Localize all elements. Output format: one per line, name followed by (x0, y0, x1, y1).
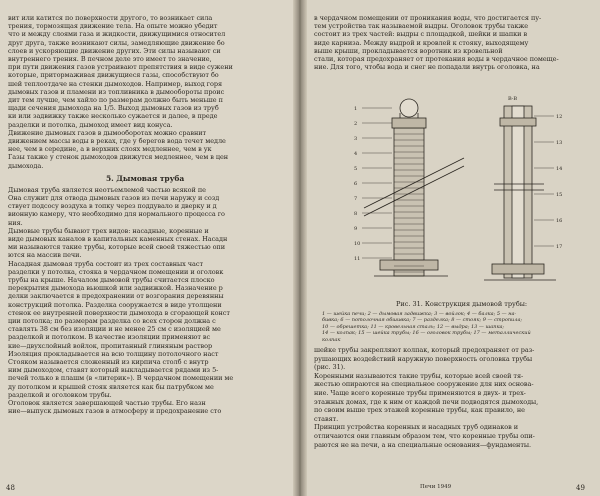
text-line: ствует подсосу воздуха в топку через поддувало и дверку и д (8, 202, 217, 211)
text-line: Насадная дымовая труба состоит из трех составных част (8, 259, 204, 268)
text-line: вит или катится по поверхности другого, то возникает сила (8, 14, 213, 22)
figure-legend-line: колпак (322, 336, 341, 343)
figure-label: 5 (354, 166, 358, 172)
figure-label: 10 (354, 241, 361, 247)
figure-label: 16 (556, 218, 563, 224)
text-line: Стояком называется сложенный из кирпича столб с внутр (8, 358, 209, 366)
text-line: при пути движения газов устраивают препятствия в виде сужени (8, 63, 233, 72)
book-gutter (293, 0, 307, 496)
text-line: ним дымоходом, ставят который выкладывается рядами из 5- (8, 366, 219, 375)
figure-label: 9 (354, 226, 358, 232)
figure-label: 12 (556, 114, 563, 120)
section-label: В-В (508, 96, 518, 102)
figure-label: 1 (354, 106, 358, 112)
figure-label: 17 (556, 244, 563, 250)
figure-label: 2 (354, 121, 358, 127)
text-line: Газы также у стенок дымоходов движутся медленнее, чем в цен (8, 153, 229, 162)
text-line: Принцип устройства коренных и насадных труб одинаков и (314, 423, 518, 432)
text-line: стали, которая предохраняет от протекания воды в чердачное помеще- (314, 55, 559, 63)
text-line: виде карниза. Между выдрой и кровлей к стояку, выходящему (314, 38, 529, 47)
figure-label: 4 (354, 151, 358, 157)
text-line: Коренными называются такие трубы, которые всей своей тя- (314, 371, 524, 380)
text-line: виде дымовых каналов в капитальных каменных стенах. Насадн (8, 235, 228, 243)
text-line: ставлять 38 см без изоляции и не менее 25 см с изоляцией ме (8, 325, 221, 334)
text-line: Дымовые трубы бывают трех видов: насадные, коренные и (8, 226, 209, 235)
chimney-construction-figure (344, 88, 584, 296)
text-line: ние—выпуск дымовых газов в атмосферу и предохранение сто (8, 407, 222, 416)
text-line: разделки у потолка, стояка в чердачном помещении и оголовк (8, 267, 224, 276)
text-line: ки или задвижку также несколько сужается и далее, в преде (8, 112, 218, 121)
page-number: 49 (576, 484, 585, 492)
figure-label: 13 (556, 140, 563, 146)
text-line: дымовых газов и пламени из топливника в дымообороты проис (8, 87, 225, 96)
text-line: движением массы воды в реках, где у берегов вода течет медле (8, 137, 226, 145)
text-line: тем устройства так называемой выдры. Оголовок трубы также (314, 22, 529, 31)
text-line: разделки и потолка, дымоход имеет вид конуса. (8, 120, 173, 129)
text-line: состоит из трех частей: выдры с площадкой, шейки и шапки в (314, 30, 528, 39)
figure-label: 11 (354, 256, 361, 262)
figure-label: 6 (354, 181, 358, 187)
text-line: отличаются они главным образом тем, что коренные трубы опи- (314, 432, 535, 440)
figure-label: 3 (354, 136, 358, 142)
text-line: кие—двухслойный войлок, пропитанный глиняным раствор (8, 341, 213, 350)
figure-label: 8 (354, 211, 358, 217)
figure-legend-line: 14 — колпак; 15 — шейка трубы; 16 — оголовок трубы; 17 — металлический (322, 330, 531, 337)
text-line: трубы на крыше. Началом дымовой трубы считается плоско (8, 276, 215, 284)
text-line: вионную камеру, что необходимо для нормального процесса го (8, 210, 225, 219)
text-line: стенок ее внутренней поверхности дымохода в сгорающей конст (8, 308, 230, 317)
figure-legend-line: 1 — шейка печи; 2 — дымовая задвижка; 3 — войлок; 4 — балка; 5 — на- (322, 311, 517, 317)
text-line: жестью опираются на специальное сооружение для них основа- (314, 380, 534, 389)
text-line: конструкций потолка. Разделка сооружается в виде утолщени (8, 300, 222, 309)
text-line: дымохода. (8, 161, 44, 170)
text-line: разделкой и потолком. В качестве изоляции применяют вс (8, 333, 211, 342)
text-line: которые, притормаживая движущиеся газы, способствуют бо (8, 71, 219, 80)
right-page (300, 0, 600, 496)
text-line: выше крыши, прокладывается воротник из кровельной (314, 46, 503, 55)
text-line: Дымовая труба является неотъемлемой частью всякой пе (8, 185, 206, 194)
text-line: Изоляция прокладывается на всю толщину потолочного наст (8, 349, 219, 358)
text-line: что и между слоями газа и жидкости, движущимися относител (8, 30, 226, 39)
text-line: в чердачном помещении от проникания воды, что достигается пу- (314, 14, 542, 22)
page-number: 48 (6, 484, 15, 492)
text-line: шей теплоотдаче на стенки дымоходов. Например, выход горя (8, 79, 223, 88)
text-line: делки заключается в предохранении от возгорания деревянны (8, 292, 224, 301)
text-line: шейке трубы закрепляют колпак, который предохраняет от раз- (314, 346, 535, 354)
text-line: по своим выше трех этажей коренные трубы, как правило, не (314, 406, 525, 415)
text-line: Оголовок является завершающей частью трубы. Его назн (8, 399, 206, 407)
figure-legend-line: бивка; 6 — потолочная обшивка; 7 — разделка; 8 — стояк; 9 — стропила; (322, 317, 523, 324)
footer-signature: Печи 1949 (420, 484, 452, 490)
text-line: ду потолком и крышей стояк является как бы патрубком ме (8, 382, 214, 391)
text-line: рушающих воздействий наружную поверхность оголовка трубы (314, 354, 533, 363)
text-line: ния. (8, 218, 23, 227)
text-line: ние. Для того, чтобы вода и снег не попадали внутрь оголовка, на (314, 63, 540, 72)
text-line: ми называются такие трубы, которые всей своей тяжестью опи (8, 243, 225, 252)
text-line: Движение дымовых газов в дымооборотах можно сравнит (8, 128, 207, 137)
figure-caption: Рис. 31. Конструкция дымовой трубы: (396, 300, 528, 308)
text-line: щади сечения дымохода на 1/5. Выход дымовых газов из труб (8, 104, 219, 113)
text-line: Она служит для отвода дымовых газов из печи наружу и созд (8, 194, 220, 202)
text-line: ются на массив печи. (8, 251, 82, 260)
figure-label: 14 (556, 166, 563, 172)
text-line: ставят. (314, 414, 339, 423)
text-line: разделкой и оголовком трубы. (8, 390, 112, 399)
text-line: раются не на печи, а на специальные основания—фундаменты. (314, 440, 532, 449)
text-line: (рис. 31). (314, 363, 346, 372)
text-line: дит тем лучше, чем хайло по размерам должно быть меньше п (8, 96, 223, 104)
text-line: этажных домах, где к ним от каждой печи подводятся дымоходы, (314, 397, 539, 406)
text-line: перекрытия дымохода вьюшкой или задвижкой. Назначение р (8, 284, 223, 293)
text-line: ние. Чаще всего коренные трубы применяются в двух- и трех- (314, 389, 526, 397)
section-heading: 5. Дымовая труба (106, 173, 185, 183)
text-line: ции потолка; по размерам разделка со всех сторон должна с (8, 317, 216, 325)
figure-label: 15 (556, 192, 563, 198)
text-line: трения, тормозящая движение тела. На опыте можно убедит (8, 22, 218, 31)
text-line: слоев и ускоряющие движение других. Эти силы называют си (8, 46, 221, 55)
text-line: нее, чем в середине, а в верхних слоях медленнее, чем в ук (8, 145, 212, 154)
text-line: друг друга, также возникают силы, замедляющие движение бо (8, 38, 225, 47)
figure-label: 7 (354, 196, 358, 202)
text-line: внутреннего трения. В печном деле это имеет то значение, (8, 55, 212, 63)
text-line: печей только в плашм (в «литерик»). В чердачном помещении ме (8, 374, 234, 383)
figure-legend-line: 10 — обрешетка; 11 — кровельная сталь; 12 — выдра; 13 — шапка; (322, 323, 505, 330)
